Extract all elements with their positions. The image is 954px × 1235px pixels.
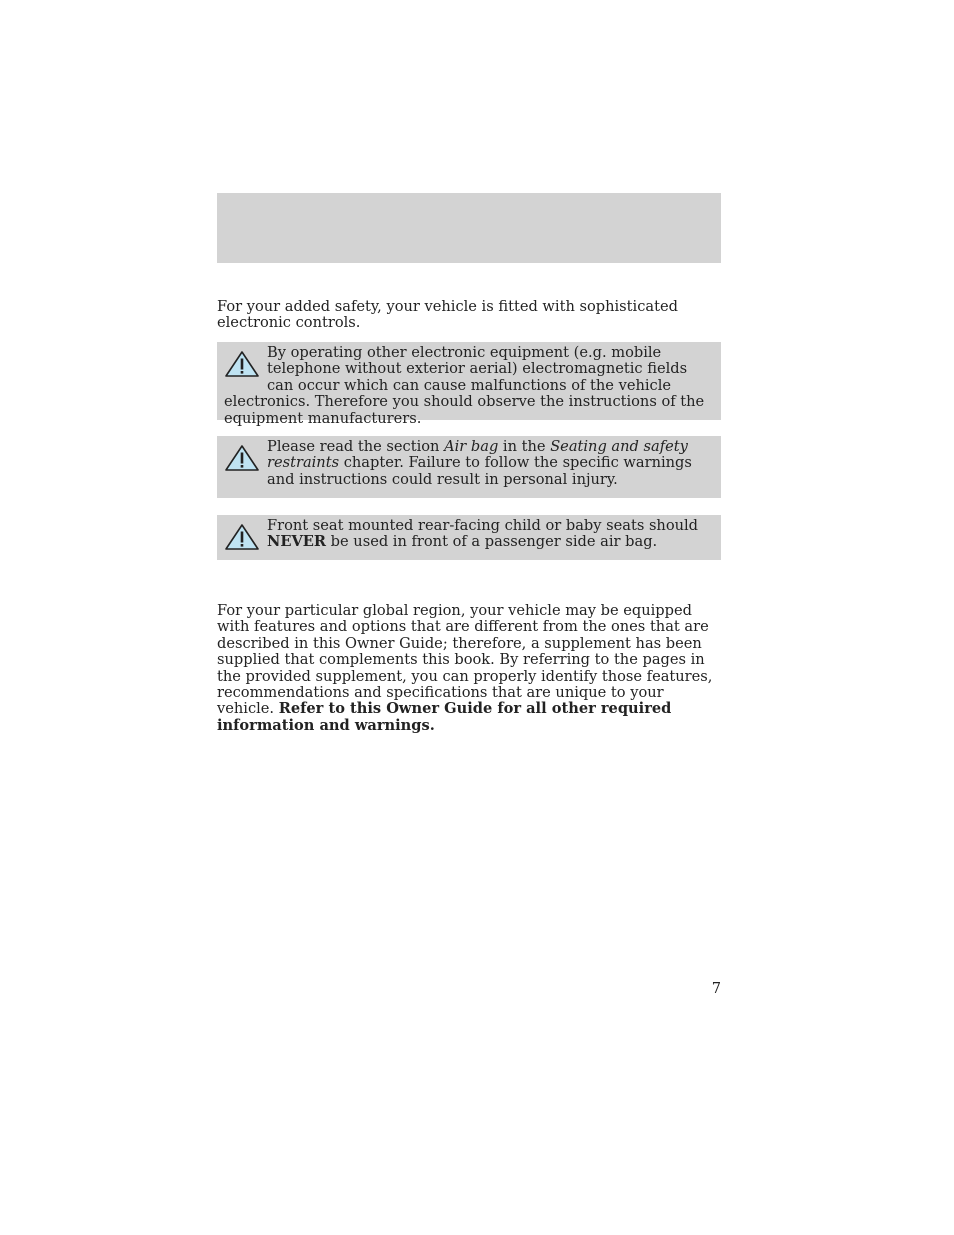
page-number: 7 bbox=[711, 980, 721, 997]
warning-triangle-icon bbox=[224, 444, 260, 472]
warning-box-child-seat bbox=[217, 515, 721, 560]
header-band bbox=[217, 193, 721, 263]
warning-text-end: be used in front of a passenger side air bag. bbox=[326, 533, 658, 551]
warning-text-end: chapter. Failure to follow the specific warnings and instructions could result in personal injury. bbox=[267, 454, 692, 488]
emphasis-never: NEVER bbox=[267, 533, 327, 551]
supplement-paragraph bbox=[217, 603, 721, 734]
intro-paragraph: For your added safety, your vehicle is fitted with sophisticated electronic controls. bbox=[217, 298, 678, 332]
warning-triangle-icon bbox=[224, 523, 260, 551]
warning-text-start: Please read the section bbox=[267, 438, 445, 455]
supplement-emphasis: Refer to this Owner Guide for all other required information and warnings. bbox=[217, 700, 672, 734]
warning-text: By operating other electronic equipment (e.g. mobile telephone without exterior aerial) electromagnetic fields can occur which can cause malfunctions of the vehicle electronics. Therefore you should observe the instructions of the equipment manufacturers. bbox=[224, 344, 705, 427]
supplement-text: For your particular global region, your vehicle may be equipped with features and options that are different from the ones that are described in this Owner Guide; therefore, a supplement has been supplied that complements this book. By referring to the pages in the provided supplement, you can properly identify those features, recommendations and specifications that are unique to your vehicle. bbox=[217, 602, 713, 718]
warning-text-start: Front seat mounted rear-facing child or baby seats should bbox=[267, 517, 699, 534]
warning-triangle-icon bbox=[224, 350, 260, 378]
warning-text-middle: in the bbox=[498, 438, 551, 455]
warning-box-airbag bbox=[217, 436, 721, 498]
warning-box-electronics bbox=[217, 342, 721, 427]
section-reference-air-bag: Air bag bbox=[444, 438, 499, 455]
chapter-reference-seating: Seating and safety restraints bbox=[267, 438, 688, 472]
